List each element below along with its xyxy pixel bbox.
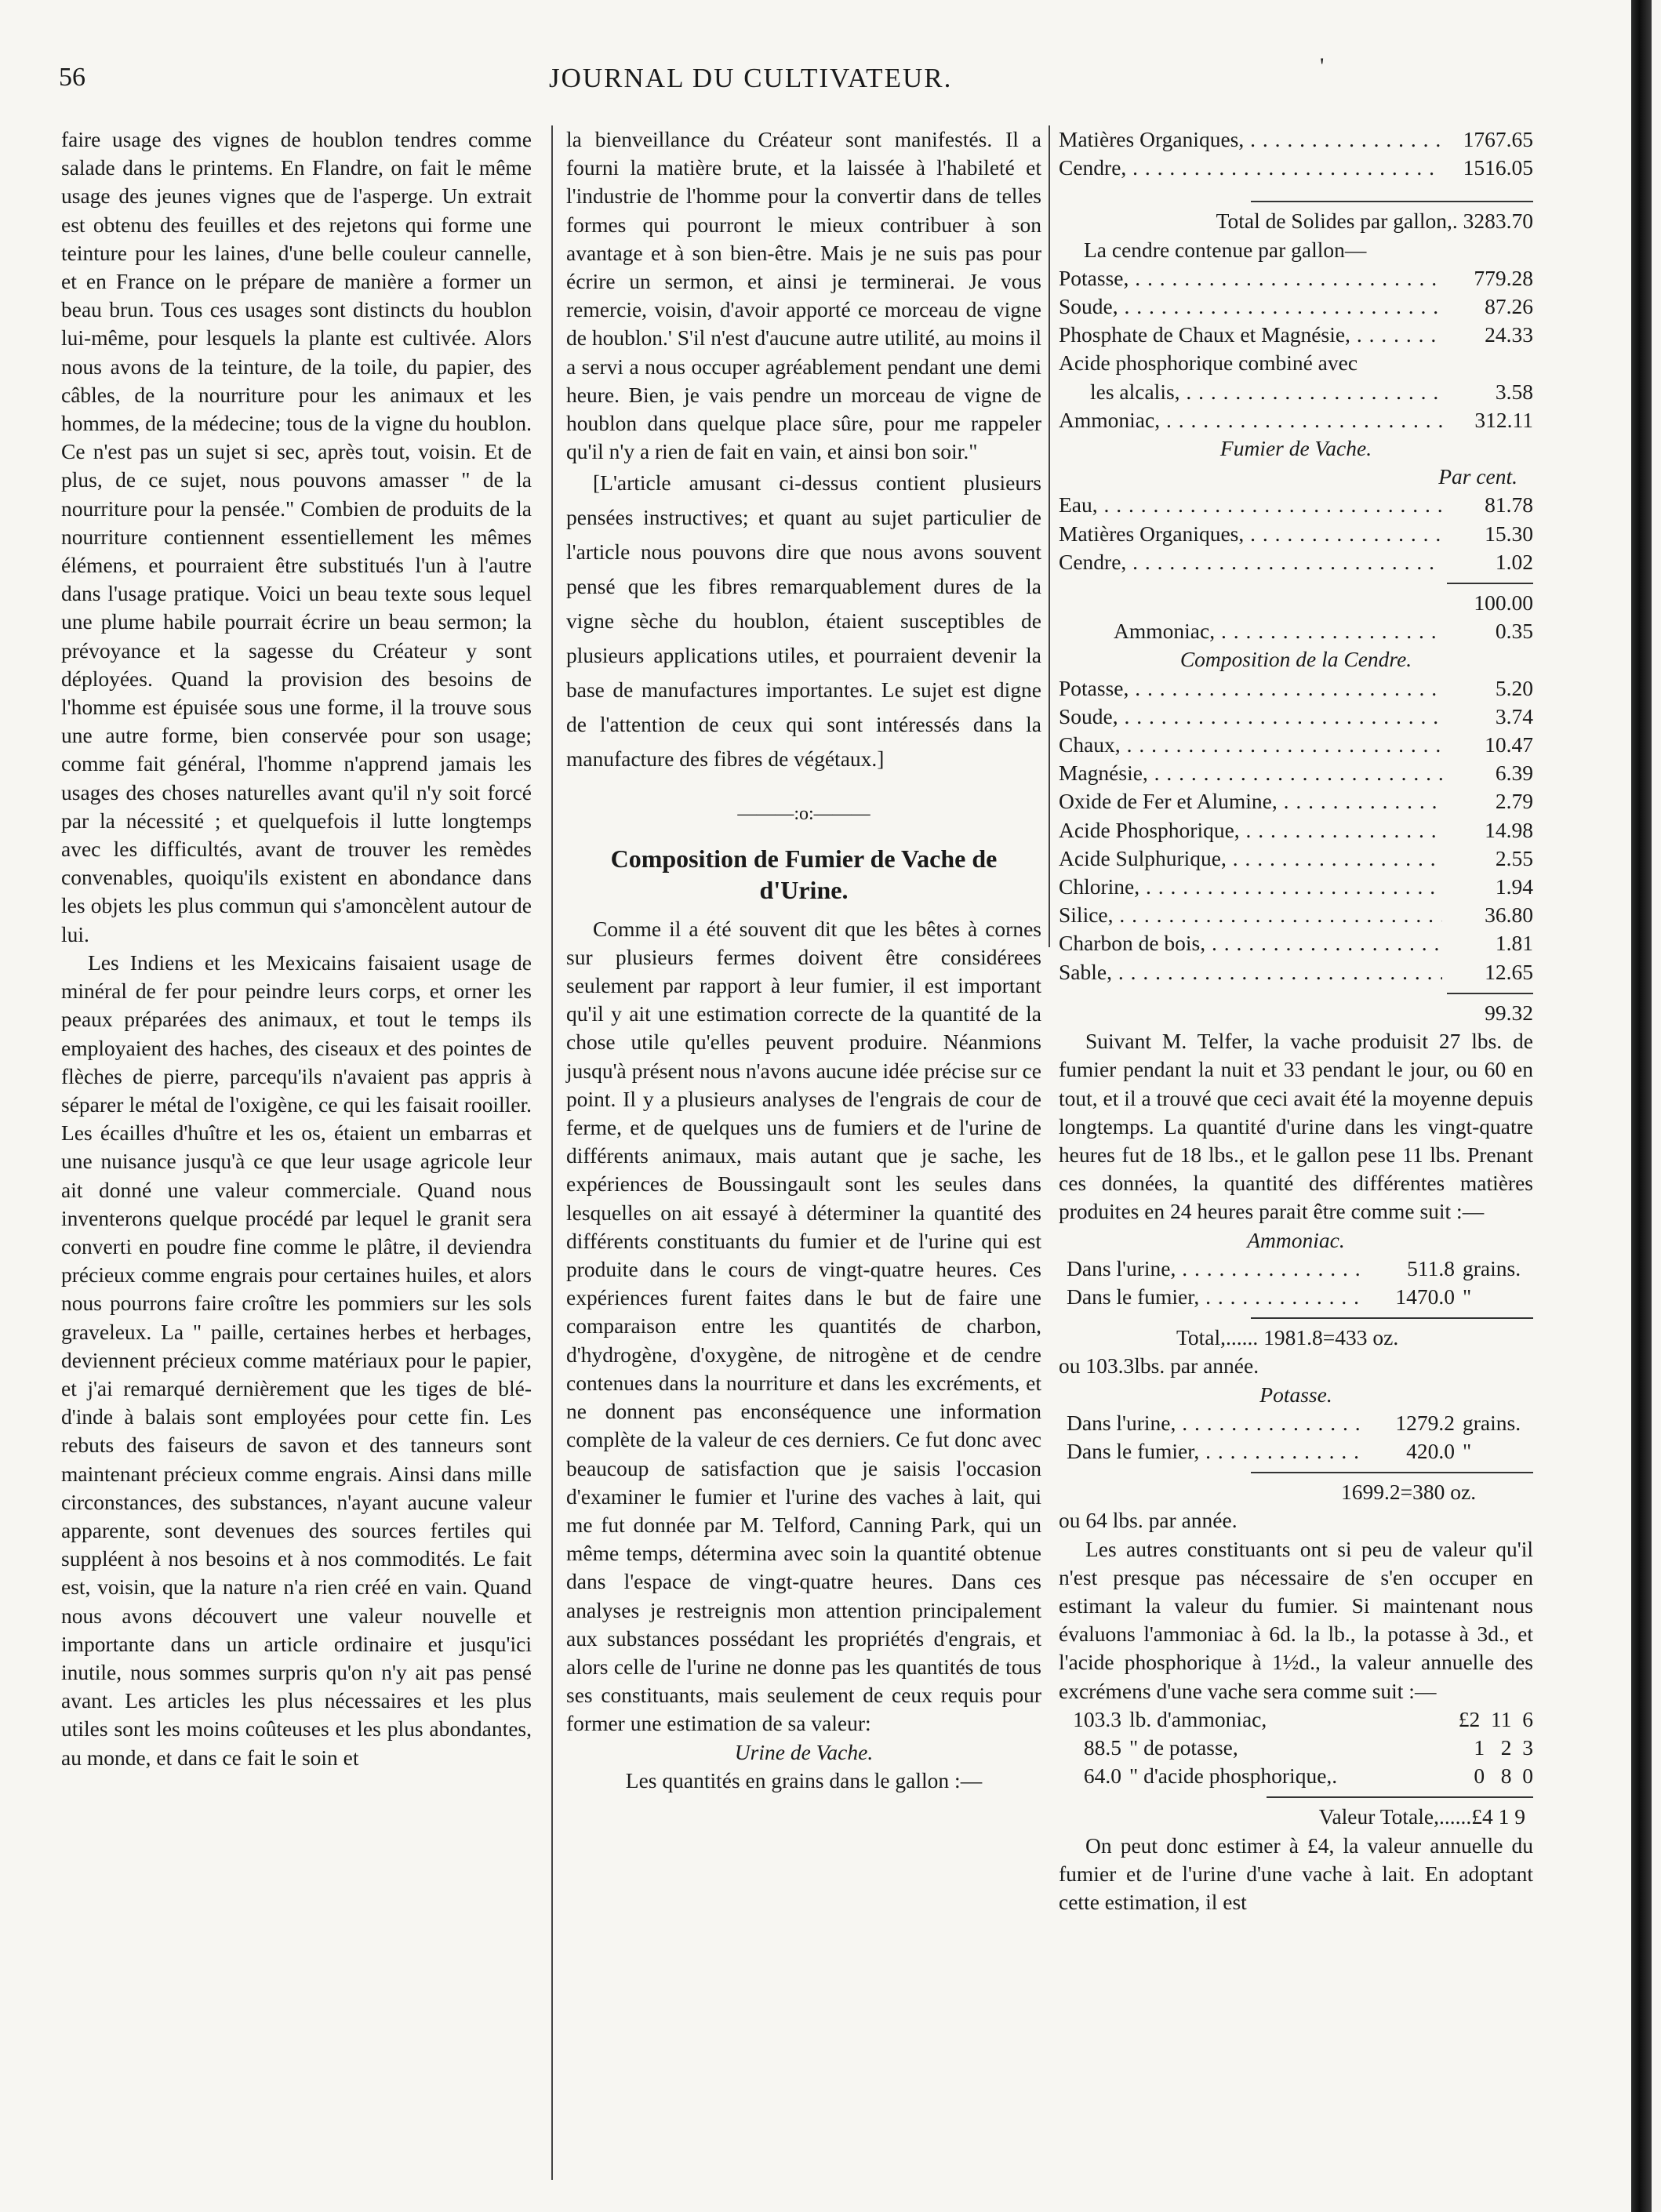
dung-heading: Fumier de Vache. [1219, 436, 1372, 461]
row-label: Matières Organiques, . . . [1059, 520, 1442, 548]
row-label: Acide Phosphorique, . . . [1059, 816, 1442, 844]
row-value: 15.30 [1442, 520, 1533, 548]
running-title: JOURNAL DU CULTIVATEUR. [549, 63, 953, 93]
total-rule [1447, 583, 1533, 584]
row-value: 81.78 [1442, 491, 1533, 519]
row-label: Cendre, . . . [1059, 548, 1442, 576]
section-title: Composition de Fumier de Vache de d'Urine. [610, 844, 998, 904]
potasse-heading: Potasse. [1259, 1382, 1332, 1407]
table-row [1059, 901, 1533, 929]
paragraph: Les autres constituants ont si peu de valeur qu'il n'est presque pas nécessaire de s'en occuper en estimant la valeur du fumier. Si maintenant nous évaluons l'ammoniac à 6d. la lb., la potasse à 3d., et l'acide phosphorique à 1½d., la valeur annuelle des excrémens d'une vache sera comme suit :— [1059, 1536, 1533, 1703]
row-unit: grains. [1463, 1255, 1521, 1280]
row-label: Oxide de Fer et Alumine, . . . [1059, 787, 1442, 815]
row-value: 1.81 [1442, 929, 1533, 957]
row-value: 511.8 [1364, 1255, 1455, 1283]
table-row [1067, 1409, 1533, 1437]
ash-table [1059, 264, 1533, 434]
row-value: 3.74 [1442, 703, 1533, 731]
ammoniac-heading: Ammoniac. [1247, 1227, 1345, 1252]
table-row [1067, 1255, 1533, 1283]
ash-composition-heading: Composition de la Cendre. [1179, 647, 1412, 672]
scan-edge [1631, 0, 1652, 2212]
table-row [1059, 1705, 1533, 1734]
potasse-table [1059, 1409, 1533, 1466]
total-rule [1251, 1472, 1533, 1473]
table-row [1059, 844, 1533, 873]
row-label: Acide phosphorique combiné avec [1059, 351, 1358, 376]
row-label: Phosphate de Chaux et Magnésie, . . . [1059, 321, 1442, 349]
row-value: 5.20 [1442, 674, 1533, 703]
row-unit: " [1463, 1284, 1472, 1309]
row-desc: lb. d'ammoniac, [1129, 1706, 1267, 1731]
ammoniac-table [1059, 1255, 1533, 1311]
table-row [1059, 787, 1533, 815]
row-label: les alcalis, . . . [1090, 378, 1442, 406]
potasse-per-year: ou 64 lbs. par année. [1059, 1508, 1238, 1533]
row-label: Ammoniac, . . . [1059, 406, 1442, 434]
stray-mark: ' [1320, 53, 1325, 79]
table-row [1059, 816, 1533, 844]
row-label: Potasse, . . . [1059, 674, 1442, 703]
row-label: Eau, . . . [1059, 491, 1442, 519]
row-value: 10.47 [1442, 731, 1533, 759]
row-label: Charbon de bois, . . . [1059, 929, 1442, 957]
row-value: 3.58 [1442, 378, 1533, 406]
row-value: 2.55 [1442, 844, 1533, 873]
urine-total: Total de Solides par gallon,. 3283.70 [1216, 209, 1533, 234]
editor-note: [L'article amusant ci-dessus contient plusieurs pensées instructives; et quant au sujet particulier de l'article nous pouvons dire que nous avons souvent pensé que les fibres remarquablement dures de la vigne sèche du houblon, étaient susceptibles de plusieurs applications utiles, et pourraient devenir la base de manufactures importantes. Le sujet est digne de l'attention de ceux qui sont intéressés dans la manufacture des fibres de végétaux.] [566, 470, 1041, 772]
table-row [1059, 264, 1533, 292]
table-row [1059, 125, 1533, 154]
row-value: 1.02 [1442, 548, 1533, 576]
row-label: Chaux, . . . [1059, 731, 1442, 759]
potasse-total: 1699.2=380 oz. [1341, 1480, 1477, 1505]
row-value: 14.98 [1442, 816, 1533, 844]
row-value: 312.11 [1442, 406, 1533, 434]
row-label: Dans l'urine, . . . [1067, 1255, 1364, 1283]
paragraph: Comme il a été souvent dit que les bêtes à cornes sur plusieurs fermes doivent être considérees seulement par rapport à leur fumier, il est important qu'il y ait une estimation correcte de la quantité de la chose utile qu'elles peuvent produire. Néanmions jusqu'à présent nous n'avons aucune idée précise sur ce point. Il y a plusieurs analyses de l'engrais de cour de ferme, et de quelques uns de fumiers et de l'urine de différents animaux, mais autant que je sache, les expériences de Boussingault sont les seules dans lesquelles on ait essayé à déterminer la quantité des différents constituants du fumier et de l'urine qui est produite dans le cours de vingt-quatre heures. Ces expériences furent faites dans le but de faire une comparaison entre les quantités de charbon, d'hydrogène, d'oxygène, de nitrogène et de cendre contenues dans la nourriture et dans les excréments, et ne donnent pas enconséquence une information complète de la valeur de ces derniers. Ce fut donc avec beaucoup de satisfaction que je saisis l'occasion d'examiner le fumier et l'urine des vaches à lait, qui me fut donnée par M. Telford, Canning Park, qui un même temps, détermina avec soin la quantité obtenue dans l'espace de vingt-quatre heures. Dans ces analyses je restreignis mon attention principalement aux substances possédant les propriétés d'engrais, et alors celle de l'urine ne donne pas les quantités de tous ses constituants, mais seulement de ceux requis pour former une estimation de sa valeur: [566, 916, 1041, 1736]
urine-heading: Urine de Vache. [734, 1739, 874, 1764]
percent-heading: Par cent. [1438, 464, 1517, 489]
row-money: 0 8 0 [1474, 1763, 1533, 1789]
row-value: 1516.05 [1442, 154, 1533, 182]
row-value: 1767.65 [1442, 125, 1533, 154]
total-rule [1251, 1317, 1533, 1319]
table-row [1059, 873, 1533, 901]
table-row [1059, 1762, 1533, 1790]
row-qty: 103.3 [1073, 1706, 1121, 1731]
total-rule [1251, 201, 1533, 202]
row-value: 36.80 [1442, 901, 1533, 929]
row-desc: " de potasse, [1129, 1734, 1238, 1760]
table-row [1059, 154, 1533, 182]
ammoniac-total: Total,...... 1981.8=433 oz. [1176, 1325, 1399, 1350]
column-rule-2 [1049, 125, 1050, 947]
column-1 [61, 125, 532, 1772]
table-row [1059, 958, 1533, 986]
page-number: 56 [59, 63, 85, 92]
row-label: Dans le fumier, . . . [1067, 1437, 1364, 1466]
urine-table [1059, 125, 1533, 182]
row-label: Dans l'urine, . . . [1067, 1409, 1364, 1437]
total-rule [1447, 993, 1533, 994]
row-label: Matières Organiques, . . . [1059, 125, 1442, 154]
ash-composition-total: 99.32 [1485, 1000, 1533, 1025]
row-value: 6.39 [1442, 759, 1533, 787]
table-row [1059, 1734, 1533, 1762]
row-qty: 64.0 [1083, 1763, 1121, 1789]
value-table [1059, 1705, 1533, 1791]
row-label: Soude, . . . [1059, 292, 1442, 321]
row-label: Dans le fumier, . . . [1067, 1283, 1364, 1311]
column-3 [1059, 125, 1533, 1916]
paragraph: la bienveillance du Créateur sont manifestés. Il a fourni la matière brute, et la laissée à l'habileté et l'industrie de l'homme pour la convertir dans de telles formes qui pourront le mieux contribuer à son avantage et à son bien-être. Mais je ne suis pas pour écrire un sermon, et ainsi je terminerai. Je vous remercie, voisin, d'avoir apporté ce morceau de vigne de houblon.' S'il n'est d'aucune autre utilité, au moins il a servi a nous occuper agréablement pendant une demi heure. Bien, je vais pendre un morceau de vigne de houblon dans quelque place sûre, pour me rappeler qu'il n'y a rien de fait en vain, et ainsi bon soir." [566, 127, 1041, 464]
paragraph: Les Indiens et les Mexicains faisaient usage de minéral de fer pour peindre leurs corps, et orner les peaux préparées des animaux, et tout le temps ils employaient des haches, des ciseaux et des pointes de flèches de pierre, parcequ'ils n'avaient pas appris à séparer le métal de l'oxigène, ce qui les faisait rooiller. Les écailles d'huître et les os, étaient un embarras et une nuisance jusqu'à ce que leur usage agricole leur ait donné une valeur commerciale. Quand nous inventerons quelque procédé par lequel le granit sera converti en poudre fine comme le plâtre, il deviendra précieux comme engrais pour certaines huiles, et alors nous pourrons faire croître les pommiers sur les sols graveleux. La " paille, certaines herbes et herbages, deviennent précieux comme matériaux pour le papier, et j'ai remarqué dernièrement que les tiges de blé-d'inde à balais sont employées pour cette fin. Les rebuts des faiseurs de savon et des tanneurs sont maintenant précieux comme engrais. Ainsi dans mille circonstances, des substances, n'ayant aucune valeur apparente, sont devenues des sources fertiles qui suppléent à nos besoins et à nos commodités. Le fait est, voisin, que la nature n'a rien créé en vain. Quand nous avons découvert une valeur nouvelle et importante dans un article ordinaire et jusqu'ici inutile, nous sommes surpris qu'on n'y ait pas pensé avant. Les articles les plus nécessaires et les plus utiles sont les moins coûteuses et les plus abondantes, au monde, et dans ce fait le soin et [61, 950, 532, 1770]
row-value: 420.0 [1364, 1437, 1455, 1466]
table-row [1059, 292, 1533, 321]
row-label: Potasse, . . . [1059, 264, 1442, 292]
row-qty: 88.5 [1083, 1734, 1121, 1760]
row-desc: " d'acide phosphorique,. [1129, 1763, 1338, 1789]
table-row [1059, 321, 1533, 349]
row-label: Ammoniac, . . . [1114, 617, 1442, 645]
ash-intro: La cendre contenue par gallon— [1084, 237, 1367, 262]
table-row [1059, 731, 1533, 759]
column-2 [566, 125, 1041, 1795]
table-row [1059, 759, 1533, 787]
table-row [1059, 548, 1533, 576]
row-value: 0.35 [1442, 617, 1533, 645]
grains-line: Les quantités en grains dans le gallon :— [625, 1767, 983, 1792]
dung-table [1059, 491, 1533, 576]
column-rule-1 [551, 125, 553, 2180]
row-money: 1 2 3 [1474, 1734, 1533, 1760]
row-unit: " [1463, 1438, 1472, 1463]
row-value: 1470.0 [1364, 1283, 1455, 1311]
row-label: Chlorine, . . . [1059, 873, 1442, 901]
paragraph: faire usage des vignes de houblon tendres comme salade dans le printems. En Flandre, on fait le même usage des jeunes vignes que de l'asperge. Un extrait est obtenu des feuilles et des rejetons qui forme une teinture pour les laines, d'une belle couleur cannelle, et en France on le prépare de manière a former un beau brun. Tous ces usages sont distincts du houblon lui-même, pour lesquels la plante est cultivée. Alors nous avons de la teinture, de la toile, du papier, des câbles, de la nourriture pour les animaux et les hommes, de la médecine; tous de la vigne du houblon. Ce n'est pas un sujet si sec, après tout, voisin. Et de plus, de ce sujet, nous pouvons amasser " de la nourriture pour la pensée." Combien de produits de la nourriture contiennent essentiellement les mêmes élémens, et pourraient être substitués l'un à l'autre dans l'usage pratique. Voici un beau texte sous lequel une plume habile pourrait écrire un beau sermon; la prévoyance et la sagesse du Créateur y sont déployées. Quand la provision des besoins de l'homme est épuisée sous une forme, il la trouve sous une autre forme, bien conservée pour son usage; comme fait général, l'homme n'apprend jamais les usages des choses naturelles avant qu'il n'y soit forcé par la nécessité ; et quelquefois il lutte longtemps avec les difficultés, avant de trouver les remèdes convenables, quoiqu'ils existent en abondance dans les objets les plus commun qui s'amoncèlent autour de lui. [61, 127, 532, 946]
paragraph: Suivant M. Telfer, la vache produisit 27 lbs. de fumier pendant la nuit et 33 pendant le jour, ou 60 en tout, et il a trouvé que ceci avait été la moyenne depuis longtemps. La quantité d'urine dans les vingt-quatre heures fut de 18 lbs., et le gallon pese 11 lbs. Prenant ces données, la quantité des différentes matières produites en 24 heures parait être comme suit :— [1059, 1029, 1533, 1224]
ash-composition-table [1059, 674, 1533, 986]
value-total: Valeur Totale,......£4 1 9 [1318, 1804, 1525, 1829]
row-label: Magnésie, . . . [1059, 759, 1442, 787]
row-label: Silice, . . . [1059, 901, 1442, 929]
table-row [1059, 703, 1533, 731]
table-row [1059, 674, 1533, 703]
table-row [1059, 491, 1533, 519]
row-label: Acide Sulphurique, . . . [1059, 844, 1442, 873]
table-row [1059, 520, 1533, 548]
row-value: 24.33 [1442, 321, 1533, 349]
row-value: 779.28 [1442, 264, 1533, 292]
row-label: Cendre, . . . [1059, 154, 1442, 182]
table-row [1059, 617, 1533, 645]
table-row [1059, 406, 1533, 434]
row-value: 1.94 [1442, 873, 1533, 901]
row-value: 12.65 [1442, 958, 1533, 986]
table-row [1059, 929, 1533, 957]
table-row [1067, 1437, 1533, 1466]
row-value: 1279.2 [1364, 1409, 1455, 1437]
ammoniac-per-year: ou 103.3lbs. par année. [1059, 1353, 1259, 1378]
dung-total: 100.00 [1474, 590, 1533, 616]
section-separator: ———:o:——— [737, 804, 870, 825]
paragraph: On peut donc estimer à £4, la valeur annuelle du fumier et de l'urine d'une vache à lait. En adoptant cette estimation, il est [1059, 1832, 1533, 1914]
row-money: £2 11 6 [1458, 1706, 1533, 1731]
row-label: Soude, . . . [1059, 703, 1442, 731]
total-rule [1267, 1796, 1533, 1798]
row-label: Sable, . . . [1059, 958, 1442, 986]
table-row [1067, 1283, 1533, 1311]
row-value: 87.26 [1442, 292, 1533, 321]
table-row [1059, 378, 1533, 406]
row-value: 2.79 [1442, 787, 1533, 815]
row-unit: grains. [1463, 1410, 1521, 1435]
